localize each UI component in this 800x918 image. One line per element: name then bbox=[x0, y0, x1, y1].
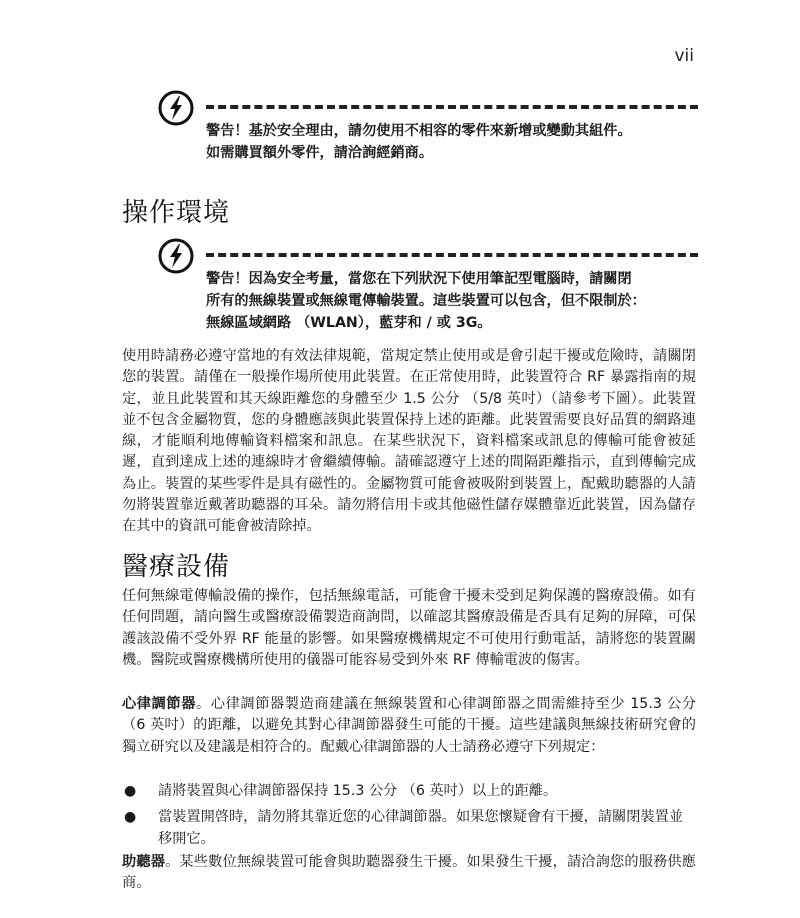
dashed-rule bbox=[206, 253, 698, 257]
section-title-operating-environment: 操作環境 bbox=[122, 198, 231, 228]
warning-text bbox=[206, 268, 698, 334]
warning-line: 無線區域網路 （WLAN），藍芽和 / 或 3G。 bbox=[206, 315, 492, 331]
list-item-text: 當裝置開啓時，請勿將其靠近您的心律調節器。如果您懷疑會有干擾，請關閉裝置並移開它。 bbox=[158, 809, 683, 847]
bullet-icon: ● bbox=[124, 809, 137, 825]
section-title-medical-devices: 醫療設備 bbox=[122, 552, 231, 582]
medical-devices-paragraph: 任何無線電傳輸設備的操作，包括無線電話，可能會干擾未受到足夠保護的醫療設備。如有任何問題，請向醫生或醫療設備製造商詢問，以確認其醫療設備是否具有足夠的屏障，可保護該設備不受外界 RF 能量的影響。如果醫療機構規定不可使用行動電話，請將您的裝置關機。醫院或醫療機構所使用的儀器可能容易受到外來 RF 傳輸電波的傷害。 bbox=[122, 588, 696, 668]
pacemaker-guidelines-list bbox=[122, 780, 696, 850]
hearing-aid-text: 。某些數位無線裝置可能會與助聽器發生干擾。如果發生干擾，請洽詢您的服務供應商。 bbox=[122, 854, 696, 892]
operating-environment-paragraph: 使用時請務必遵守當地的有效法律規範，當規定禁止使用或是會引起干擾或危險時，請關閉您的裝置。請僅在一般操作場所使用此裝置。在正常使用時，此裝置符合 RF 暴露指南的規定，並且此裝置和其天線距離您的身體至少 1.5 公分 （5/8 英吋）（請參考下圖）。此裝置並不包含金屬物質，您的身體應該與此裝置保持上述的距離。此裝置需要良好品質的網路連線，才能順利地傳輸資料檔案和訊息。在某些狀況下，資料檔案或訊息的傳輸可能會被延遲，直到達成上述的連線時才會繼續傳輸。請確認遵守上述的間隔距離指示，直到傳輸完成為止。裝置的某些零件是具有磁性的。金屬物質可能會被吸附到裝置上，配戴助聽器的人請勿將裝置靠近戴著助聽器的耳朵。請勿將信用卡或其他磁性儲存媒體靠近此裝置，因為儲存在其中的資訊可能會被清除掉。 bbox=[122, 348, 696, 535]
pacemaker-text: 。心律調節器製造商建議在無線裝置和心律調節器之間需維持至少 15.3 公分 （6 英吋）的距離，以避免其對心律調節器發生可能的干擾。這些建議與無線技術研究會的獨立研究以及建議是相符合的。配戴心律調節器的人士請務必遵守下列規定： bbox=[122, 696, 696, 755]
hearing-aid-paragraph bbox=[122, 852, 696, 895]
warning-line: 所有的無線裝置或無線電傳輸裝置。這些裝置可以包含，但不限制於： bbox=[206, 293, 646, 309]
hearing-aid-label: 助聽器 bbox=[122, 854, 166, 870]
list-item bbox=[122, 780, 696, 802]
list-item-text: 請將裝置與心律調節器保持 15.3 公分 （6 英吋）以上的距離。 bbox=[158, 783, 558, 799]
dashed-rule bbox=[206, 105, 698, 109]
page-number: vii bbox=[674, 46, 694, 66]
warning-line: 警告！基於安全理由，請勿使用不相容的零件來新增或變動其組件。 bbox=[206, 123, 632, 139]
list-item bbox=[122, 806, 696, 850]
lightning-warning-icon bbox=[158, 90, 194, 126]
warning-line: 警告！因為安全考量，當您在下列狀況下使用筆記型電腦時，請關閉 bbox=[206, 271, 632, 287]
warning-text bbox=[206, 120, 698, 164]
pacemaker-paragraph bbox=[122, 694, 696, 758]
bullet-icon: ● bbox=[124, 783, 137, 799]
lightning-warning-icon bbox=[158, 238, 194, 274]
warning-notice-wireless bbox=[158, 238, 698, 338]
pacemaker-label: 心律調節器 bbox=[122, 696, 196, 712]
warning-notice-parts bbox=[158, 90, 698, 170]
warning-line: 如需購買額外零件，請洽詢經銷商。 bbox=[206, 145, 434, 161]
